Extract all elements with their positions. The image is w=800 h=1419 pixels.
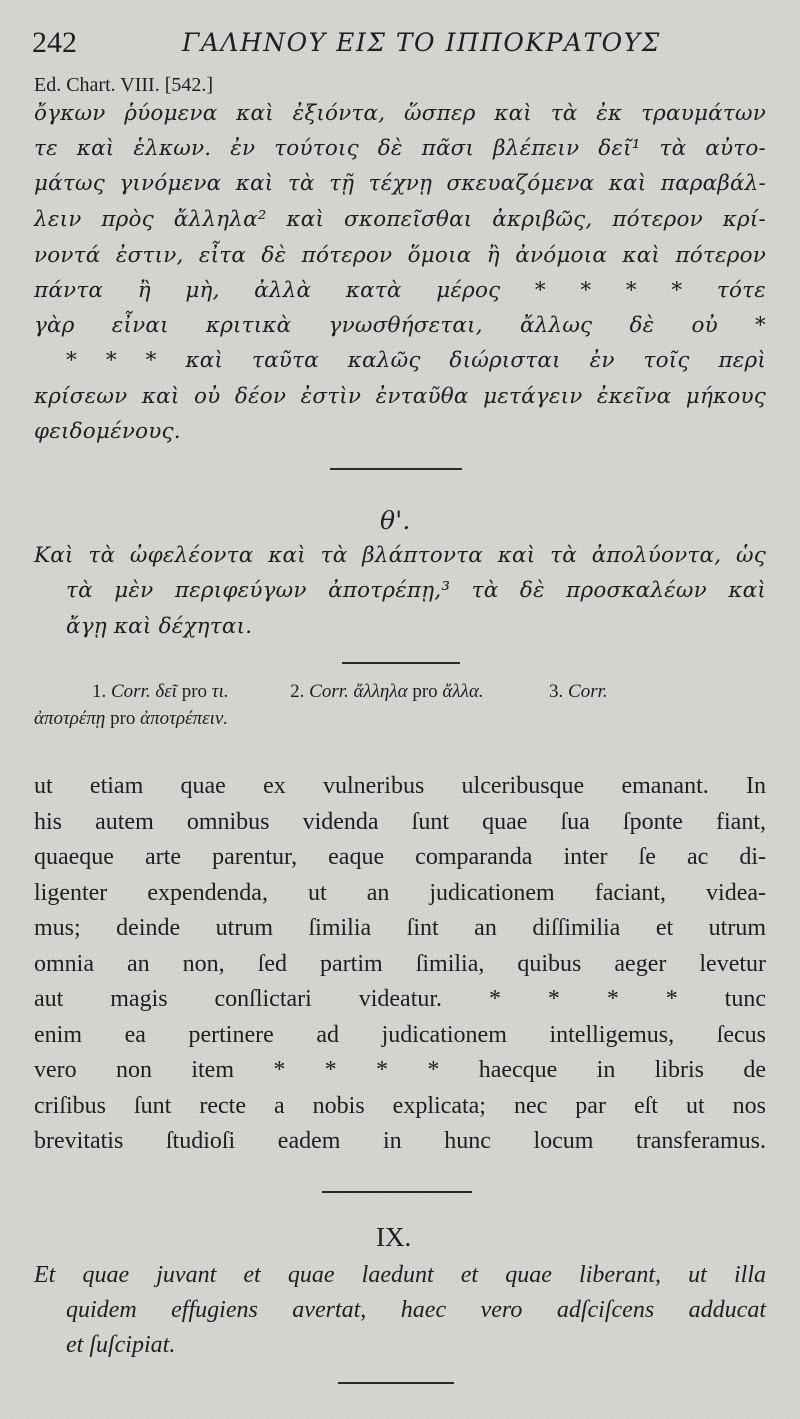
section-divider	[338, 1382, 454, 1384]
greek-section-number: θ'.	[380, 506, 411, 535]
edition-reference: Ed. Chart. VIII. [542.]	[34, 74, 214, 96]
greek-line: νοντά ἐστιν, εἶτα δὲ πότερον ὅμοια ἢ ἀνόμοια καὶ πότερον	[34, 243, 766, 268]
section-divider	[342, 662, 460, 664]
latin-line: quaeque arte parentur, eaque comparanda inter ſe ac di-	[34, 844, 766, 870]
latin-line: mus; deinde utrum ſimilia ſint an diſſimilia et utrum	[34, 915, 766, 941]
footnote-3: 3. Corr.	[549, 681, 608, 702]
latin-aphorism-line: quidem effugiens avertat, haec vero adſciſcens adducat	[66, 1297, 766, 1323]
latin-line: omnia an non, ſed partim ſimilia, quibus aeger levetur	[34, 951, 766, 977]
footnote-3-continued: ἀποτρέπῃ pro ἀποτρέπειν.	[34, 708, 229, 729]
running-title: ΓΑΛΗΝΟΥ ΕΙΣ ΤΟ ΙΠΠΟΚΡΑΤΟΥΣ	[182, 28, 661, 57]
greek-line: πάντα ἢ μὴ, ἀλλὰ κατὰ μέρος * * * * τότε	[34, 278, 766, 303]
latin-line: enim ea pertinere ad judicationem intelligemus, ſecus	[34, 1022, 766, 1048]
latin-aphorism-line: Et quae juvant et quae laedunt et quae liberant, ut illa	[34, 1262, 766, 1288]
greek-line: φειδομένους.	[34, 419, 181, 444]
section-divider	[322, 1191, 472, 1193]
page-number: 242	[32, 26, 77, 59]
latin-line: ut etiam quae ex vulneribus ulceribusque emanant. In	[34, 773, 766, 799]
latin-line: aut magis conſlictari videatur. * * * * tunc	[34, 986, 766, 1012]
latin-line: his autem omnibus videnda ſunt quae ſua ſponte fiant,	[34, 809, 766, 835]
greek-line: τε καὶ ἑλκων. ἐν τούτοις δὲ πᾶσι βλέπειν δεῖ¹ τὰ αὐτο-	[34, 136, 766, 161]
latin-line: vero non item * * * * haecque in libris de	[34, 1057, 766, 1083]
greek-line: μάτως γινόμενα καὶ τὰ τῇ τέχνῃ σκευαζόμενα καὶ παραβάλ-	[34, 171, 766, 196]
greek-line: λειν πρὸς ἄλληλα² καὶ σκοπεῖσθαι ἀκριβῶς, πότερον κρί-	[34, 207, 766, 232]
latin-line: criſibus ſunt recte a nobis explicata; nec par eſt ut nos	[34, 1093, 766, 1119]
latin-line: brevitatis ſtudioſi eadem in hunc locum transferamus.	[34, 1128, 766, 1154]
footnote-2: 2. Corr. ἄλληλα pro ἄλλα.	[290, 681, 484, 702]
greek-line: ὄγκων ῥύομενα καὶ ἐξιόντα, ὥσπερ καὶ τὰ ἐκ τραυμάτων	[34, 101, 766, 126]
greek-aphorism-line: Καὶ τὰ ὠφελέοντα καὶ τὰ βλάπτοντα καὶ τὰ ἀπολύοντα, ὡς	[34, 543, 766, 568]
latin-line: ligenter expendenda, ut an judicationem faciant, videa-	[34, 880, 766, 906]
footnotes-line	[92, 681, 766, 703]
greek-line: κρίσεων καὶ οὐ δέον ἐστὶν ἐνταῦθα μετάγειν ἐκεῖνα μήκους	[34, 384, 766, 409]
greek-aphorism-line: τὰ μὲν περιφεύγων ἀποτρέπῃ,³ τὰ δὲ προσκαλέων καὶ	[66, 578, 766, 603]
latin-aphorism-line: et ſuſcipiat.	[66, 1332, 176, 1358]
footnote-1: 1. Corr. δεῖ pro τι.	[92, 681, 229, 702]
section-divider	[330, 468, 462, 470]
latin-section-number: IX.	[376, 1222, 412, 1252]
greek-aphorism-line: ἄγῃ καὶ δέχηται.	[66, 614, 253, 639]
greek-line: γὰρ εἶναι κριτικὰ γνωσθήσεται, ἄλλως δὲ οὐ *	[34, 313, 766, 338]
greek-line: * * * καὶ ταῦτα καλῶς διώρισται ἐν τοῖς περὶ	[66, 348, 766, 373]
